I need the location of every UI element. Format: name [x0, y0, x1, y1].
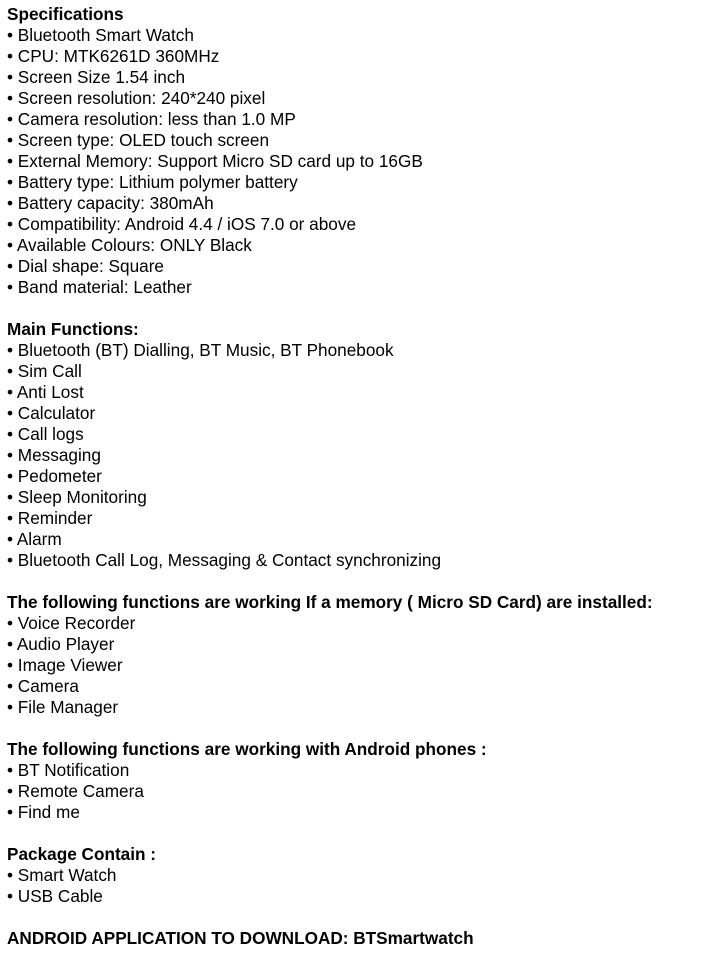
list-item-text: Alarm: [16, 529, 62, 549]
bullet-glyph: •: [7, 403, 18, 423]
list-item-text: Screen type: OLED touch screen: [17, 130, 270, 150]
list-item-text: Pedometer: [17, 466, 102, 486]
bullet-glyph: •: [7, 214, 18, 234]
list-item-text: Battery capacity: 380mAh: [17, 193, 214, 213]
list-item-text: Camera resolution: less than 1.0 MP: [17, 109, 296, 129]
list-item-text: Bluetooth Smart Watch: [17, 25, 194, 45]
list-item-text: Calculator: [17, 403, 96, 423]
list-item: [7, 172, 701, 193]
bullet-glyph: •: [7, 235, 17, 255]
list-item: [7, 676, 701, 697]
list-item: [7, 151, 701, 172]
list-item: [7, 256, 701, 277]
list-item-text: Messaging: [17, 445, 101, 465]
bullet-glyph: •: [7, 445, 18, 465]
list-item: [7, 466, 701, 487]
bullet-glyph: •: [7, 487, 18, 507]
list-item: [7, 361, 701, 382]
list-item: [7, 235, 701, 256]
list-item: [7, 613, 701, 634]
list-item-text: Smart Watch: [17, 865, 117, 885]
bullet-glyph: •: [7, 46, 18, 66]
bullet-glyph: •: [7, 886, 18, 906]
list-item-text: Battery type: Lithium polymer battery: [17, 172, 298, 192]
bullet-glyph: •: [7, 802, 18, 822]
section-spacer: [7, 571, 701, 592]
list-item-text: Camera: [17, 676, 79, 696]
list-item-text: Band material: Leather: [17, 277, 192, 297]
list-item-text: Bluetooth (BT) Dialling, BT Music, BT Phonebook: [17, 340, 394, 360]
list-item: [7, 25, 701, 46]
bullet-glyph: •: [7, 424, 18, 444]
list-item: [7, 424, 701, 445]
list-item-text: Sim Call: [17, 361, 82, 381]
list-item: [7, 67, 701, 88]
list-item: [7, 46, 701, 67]
bullet-glyph: •: [7, 277, 18, 297]
bullet-glyph: •: [7, 172, 18, 192]
list-item: [7, 214, 701, 235]
list-item-text: CPU: MTK6261D 360MHz: [17, 46, 220, 66]
bullet-glyph: •: [7, 25, 18, 45]
bullet-glyph: •: [7, 466, 18, 486]
list-item-text: Reminder: [17, 508, 93, 528]
section-specifications: [7, 4, 701, 298]
bullet-glyph: •: [7, 130, 18, 150]
list-item-text: Call logs: [17, 424, 84, 444]
list-item-text: Image Viewer: [17, 655, 123, 675]
section-package-contents: [7, 844, 701, 907]
list-item: [7, 781, 701, 802]
list-item-text: BT Notification: [17, 760, 130, 780]
list-item: [7, 403, 701, 424]
section-heading: The following functions are working with Android phones :: [7, 739, 487, 759]
section-spacer: [7, 823, 701, 844]
list-item-text: Voice Recorder: [17, 613, 136, 633]
bullet-glyph: •: [7, 508, 18, 528]
list-item: [7, 193, 701, 214]
list-item: [7, 886, 701, 907]
section-spacer: [7, 907, 701, 928]
list-item-text: External Memory: Support Micro SD card up to 16GB: [17, 151, 423, 171]
bullet-glyph: •: [7, 676, 18, 696]
section-heading: Specifications: [7, 4, 124, 24]
section-main-functions: [7, 319, 701, 571]
section-heading: Package Contain :: [7, 844, 156, 864]
list-item-text: Screen resolution: 240*240 pixel: [17, 88, 266, 108]
bullet-glyph: •: [7, 151, 18, 171]
list-item: [7, 865, 701, 886]
bullet-glyph: •: [7, 760, 18, 780]
bullet-glyph: •: [7, 781, 18, 801]
list-item: [7, 130, 701, 151]
list-item: [7, 550, 701, 571]
bullet-glyph: •: [7, 109, 18, 129]
bullet-glyph: •: [7, 256, 18, 276]
bullet-glyph: •: [7, 67, 18, 87]
bullet-glyph: •: [7, 88, 18, 108]
list-item: [7, 487, 701, 508]
list-item: [7, 697, 701, 718]
list-item: [7, 340, 701, 361]
list-item-text: Find me: [17, 802, 80, 822]
section-spacer: [7, 298, 701, 319]
list-item-text: File Manager: [17, 697, 119, 717]
list-item: [7, 508, 701, 529]
list-item: [7, 529, 701, 550]
list-item-text: Remote Camera: [17, 781, 144, 801]
section-android-functions: [7, 739, 701, 823]
bullet-glyph: •: [7, 613, 18, 633]
list-item-text: Dial shape: Square: [17, 256, 164, 276]
list-item: [7, 634, 701, 655]
list-item: [7, 88, 701, 109]
bullet-glyph: •: [7, 382, 17, 402]
bullet-glyph: •: [7, 340, 18, 360]
bullet-glyph: •: [7, 529, 17, 549]
list-item-text: Sleep Monitoring: [17, 487, 147, 507]
bullet-glyph: •: [7, 634, 17, 654]
bullet-glyph: •: [7, 865, 18, 885]
list-item-text: Audio Player: [16, 634, 115, 654]
list-item-text: Available Colours: ONLY Black: [16, 235, 252, 255]
list-item: [7, 109, 701, 130]
list-item: [7, 802, 701, 823]
bullet-glyph: •: [7, 193, 18, 213]
list-item: [7, 277, 701, 298]
section-heading: Main Functions:: [7, 319, 139, 339]
list-item-text: USB Cable: [17, 886, 103, 906]
section-sd-card-functions: [7, 592, 701, 718]
bullet-glyph: •: [7, 550, 18, 570]
list-item-text: Compatibility: Android 4.4 / iOS 7.0 or above: [17, 214, 356, 234]
list-item: [7, 655, 701, 676]
list-item-text: Screen Size 1.54 inch: [17, 67, 185, 87]
list-item: [7, 760, 701, 781]
list-item: [7, 382, 701, 403]
list-item: [7, 445, 701, 466]
list-item-text: Bluetooth Call Log, Messaging & Contact synchronizing: [17, 550, 442, 570]
bullet-glyph: •: [7, 697, 18, 717]
section-heading: The following functions are working If a memory ( Micro SD Card) are installed:: [7, 592, 653, 612]
bullet-glyph: •: [7, 655, 18, 675]
bullet-glyph: •: [7, 361, 18, 381]
app-download-note: ANDROID APPLICATION TO DOWNLOAD: BTSmartwatch: [7, 928, 474, 948]
list-item-text: Anti Lost: [16, 382, 84, 402]
section-spacer: [7, 718, 701, 739]
